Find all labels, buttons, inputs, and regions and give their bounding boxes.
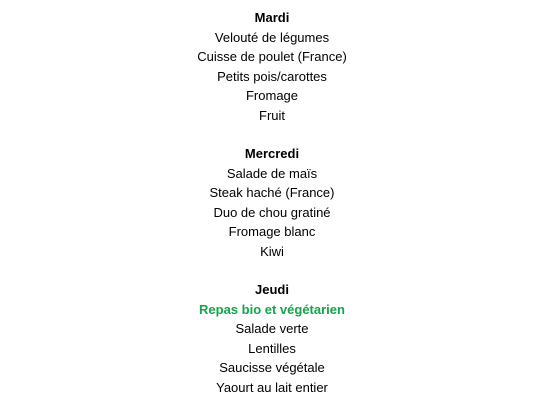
day-block-jeudi: [0, 280, 544, 397]
day-block-mercredi: [0, 144, 544, 261]
day-block-mardi: [0, 8, 544, 125]
dish-item: Fromage: [245, 88, 299, 103]
dish-item: Fromage blanc: [228, 224, 316, 239]
day-title: Jeudi: [255, 282, 289, 297]
dish-item: Steak haché (France): [209, 185, 335, 200]
day-subtitle: Repas bio et végétarien: [199, 301, 345, 317]
day-title: Mardi: [254, 10, 290, 25]
dish-item: Cuisse de poulet (France): [197, 49, 347, 64]
dish-item: Salade de maïs: [226, 165, 318, 181]
dish-item: Salade verte: [235, 321, 309, 336]
dish-item: Lentilles: [248, 340, 296, 356]
dish-item: Saucisse végétale: [219, 360, 325, 375]
dish-item: Petits pois/carottes: [217, 68, 327, 84]
dish-item: Yaourt au lait entier: [216, 379, 328, 395]
dish-item: Fruit: [259, 107, 285, 123]
dish-item: Duo de chou gratiné: [213, 204, 331, 220]
dish-item: Velouté de légumes: [214, 29, 330, 45]
weekly-menu: [0, 8, 544, 416]
dish-item: Kiwi: [260, 243, 284, 259]
day-title: Mercredi: [244, 146, 300, 161]
